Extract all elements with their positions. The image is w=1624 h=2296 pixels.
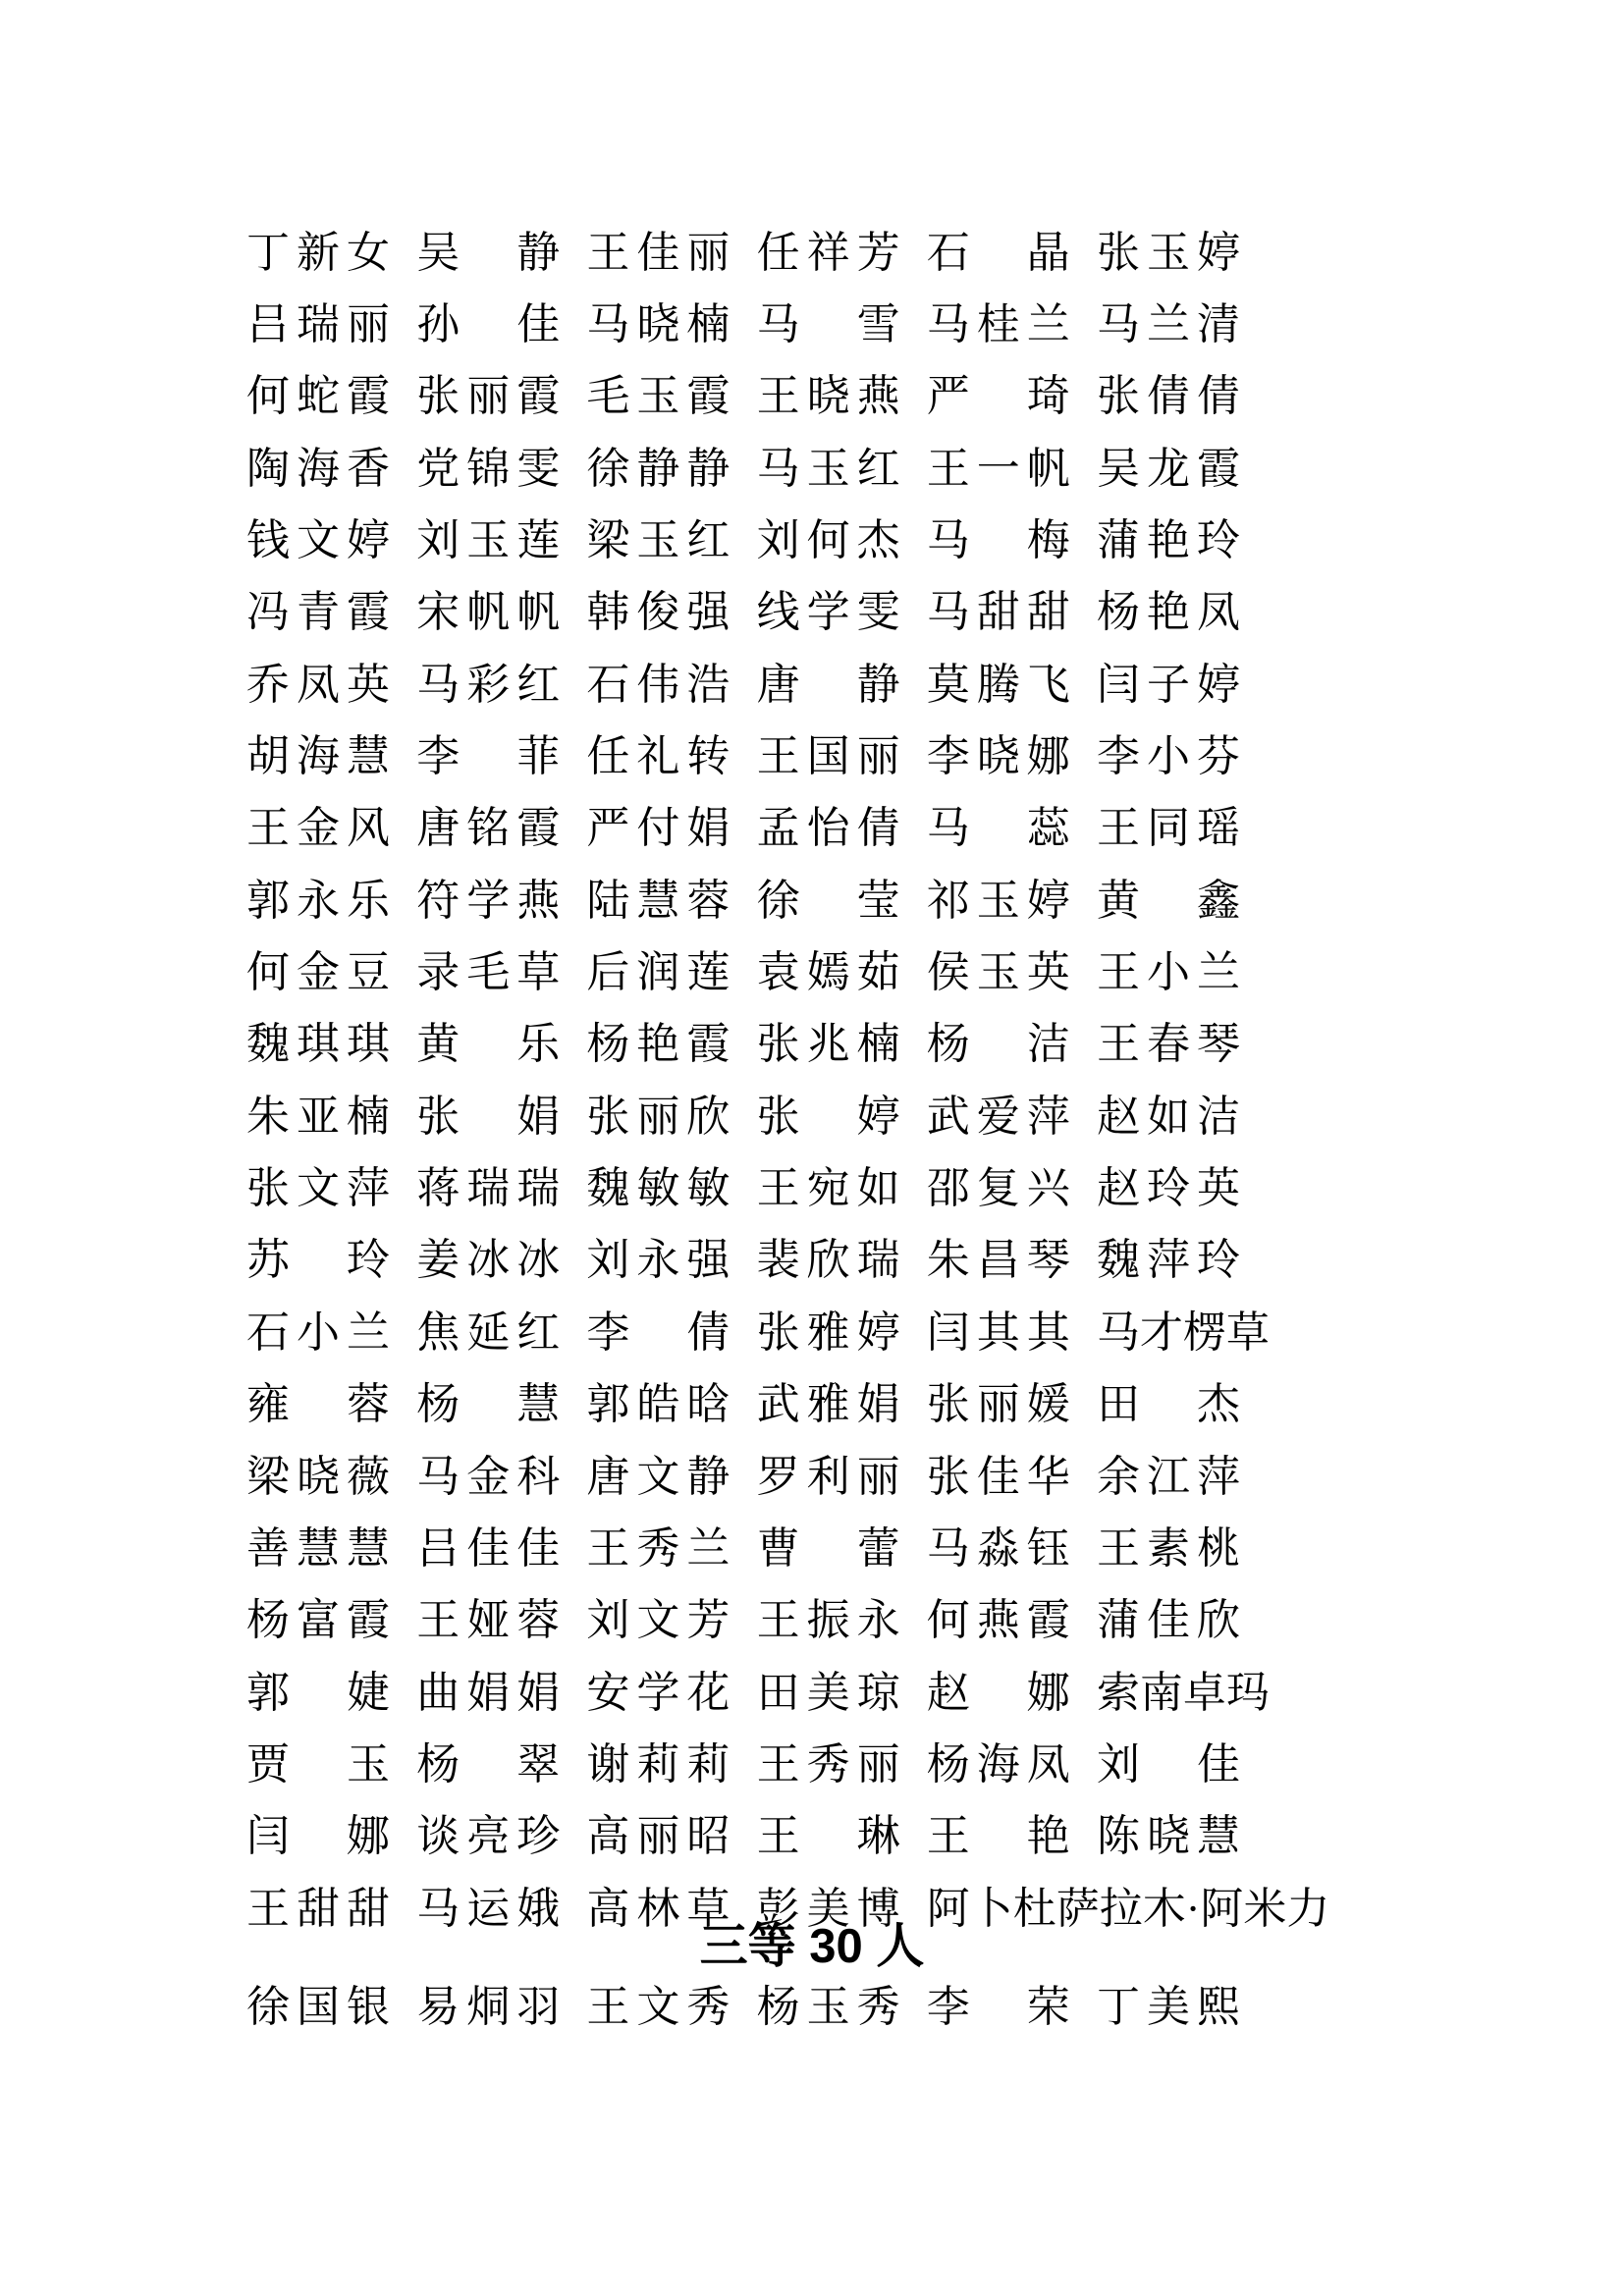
person-name: 符 学 燕: [416, 876, 561, 925]
person-name: 莫 腾 飞: [926, 660, 1070, 709]
person-name: 谢 莉 莉: [586, 1739, 731, 1789]
person-name: 党 锦 雯: [416, 444, 561, 493]
person-name: 丁 美 熙: [1096, 1982, 1240, 2031]
person-name: 闫 子 婷: [1096, 660, 1240, 709]
person-name: 钱 文 婷: [246, 516, 390, 565]
person-name: 张 丽 欣: [586, 1092, 731, 1141]
person-name: 裴 欣 瑞: [756, 1236, 900, 1285]
person-name: 袁 嫣 茹: [756, 948, 900, 997]
person-name: 胡 海 慧: [246, 732, 390, 781]
name-row: [246, 793, 1267, 865]
person-name: 乔 凤 英: [246, 660, 390, 709]
name-row: [246, 936, 1267, 1008]
person-name: 孟 怡 倩: [756, 804, 900, 853]
person-name: 王 艳: [926, 1812, 1070, 1861]
person-name: 黄 鑫: [1096, 876, 1240, 925]
person-name: 梁 晓 薇: [246, 1452, 390, 1501]
name-row: [246, 1152, 1267, 1224]
person-name: 罗 利 丽: [756, 1452, 900, 1501]
person-name: 杨 艳 霞: [586, 1020, 731, 1069]
person-name: 马 梅: [926, 516, 1070, 565]
person-name: 田 杰: [1096, 1380, 1240, 1429]
person-name: 张 雅 婷: [756, 1308, 900, 1357]
person-name: 索南卓玛: [1096, 1668, 1270, 1717]
person-name: 李 晓 娜: [926, 732, 1070, 781]
person-name: 孙 佳: [416, 300, 561, 349]
person-name: 王 振 永: [756, 1596, 900, 1645]
person-name: 石 伟 浩: [586, 660, 731, 709]
person-name: 张 倩 倩: [1096, 372, 1240, 421]
person-name: 刘 文 芳: [586, 1596, 731, 1645]
name-row: [246, 1297, 1270, 1368]
person-name: 魏 萍 玲: [1096, 1236, 1240, 1285]
person-name: 杨 慧: [416, 1380, 561, 1429]
person-name: 马 甜 甜: [926, 588, 1070, 637]
person-name: 马 雪: [756, 300, 900, 349]
person-name: 安 学 花: [586, 1668, 731, 1717]
person-name: 田 美 琼: [756, 1668, 900, 1717]
name-row: [246, 577, 1267, 649]
person-name: 张 玉 婷: [1096, 228, 1240, 277]
name-row: [246, 1225, 1267, 1297]
name-row: [246, 1081, 1267, 1152]
person-name: 李 小 芬: [1096, 732, 1240, 781]
names-grid-lower: [246, 1971, 1267, 2043]
person-name: 谈 亮 珍: [416, 1812, 561, 1861]
person-name: 毛 玉 霞: [586, 372, 731, 421]
person-name: 朱 昌 琴: [926, 1236, 1070, 1285]
person-name: 蒋 瑞 瑞: [416, 1164, 561, 1213]
person-name: 王 素 桃: [1096, 1523, 1240, 1573]
person-name: 任 祥 芳: [756, 228, 900, 277]
person-name: 后 润 莲: [586, 948, 731, 997]
name-row: [246, 1657, 1270, 1729]
person-name: 王 琳: [756, 1812, 900, 1861]
person-name: 杨 翠: [416, 1739, 561, 1789]
person-name: 刘 何 杰: [756, 516, 900, 565]
name-row: [246, 1971, 1267, 2043]
person-name: 杨 洁: [926, 1020, 1070, 1069]
person-name: 焦 延 红: [416, 1308, 561, 1357]
person-name: 梁 玉 红: [586, 516, 731, 565]
person-name: 陈 晓 慧: [1096, 1812, 1240, 1861]
person-name: 王 甜 甜: [246, 1884, 390, 1933]
person-name: 徐 静 静: [586, 444, 731, 493]
person-name: 王 金 风: [246, 804, 390, 853]
person-name: 严 琦: [926, 372, 1070, 421]
person-name: 线 学 雯: [756, 588, 900, 637]
person-name: 王 秀 兰: [586, 1523, 731, 1573]
person-name: 黄 乐: [416, 1020, 561, 1069]
person-name: 马才楞草: [1096, 1308, 1270, 1357]
person-name: 马 淼 钰: [926, 1523, 1070, 1573]
name-row: [246, 289, 1267, 360]
person-name: 马 蕊: [926, 804, 1070, 853]
person-name: 雍 蓉: [246, 1380, 390, 1429]
person-name: 祁 玉 婷: [926, 876, 1070, 925]
person-name: 何 燕 霞: [926, 1596, 1070, 1645]
person-name: 石 晶: [926, 228, 1070, 277]
person-name: 刘 佳: [1096, 1739, 1240, 1789]
name-row: [246, 1369, 1267, 1441]
name-row: [246, 649, 1267, 721]
person-name: 蒲 佳 欣: [1096, 1596, 1240, 1645]
person-name: 宋 帆 帆: [416, 588, 561, 637]
person-name: 陶 海 香: [246, 444, 390, 493]
person-name: 杨 富 霞: [246, 1596, 390, 1645]
person-name: 张 丽 媛: [926, 1380, 1070, 1429]
person-name: 陆 慧 蓉: [586, 876, 731, 925]
person-name: 朱 亚 楠: [246, 1092, 390, 1141]
person-name: 王 文 秀: [586, 1982, 731, 2031]
name-row: [246, 1441, 1267, 1513]
person-name: 吕 佳 佳: [416, 1523, 561, 1573]
person-name: 彭 美 博: [756, 1884, 900, 1933]
section-heading-third-class: 三等 30 人: [699, 1920, 925, 1973]
person-name: 余 江 萍: [1096, 1452, 1240, 1501]
person-name: 王 小 兰: [1096, 948, 1240, 997]
person-name: 王 春 琴: [1096, 1020, 1240, 1069]
person-name: 冯 青 霞: [246, 588, 390, 637]
person-name: 马 彩 红: [416, 660, 561, 709]
person-name: 唐 文 静: [586, 1452, 731, 1501]
person-name: 武 雅 娟: [756, 1380, 900, 1429]
person-name: 赵 娜: [926, 1668, 1070, 1717]
person-name: 邵 复 兴: [926, 1164, 1070, 1213]
person-name: 唐 静: [756, 660, 900, 709]
person-name: 侯 玉 英: [926, 948, 1070, 997]
person-name: 王 佳 丽: [586, 228, 731, 277]
person-name: 张 佳 华: [926, 1452, 1070, 1501]
person-name: 徐 国 银: [246, 1982, 390, 2031]
name-row: [246, 1801, 1267, 1873]
person-name: 吴 静: [416, 228, 561, 277]
person-name: 善 慧 慧: [246, 1523, 390, 1573]
person-name: 录 毛 草: [416, 948, 561, 997]
person-name: 杨 艳 凤: [1096, 588, 1240, 637]
person-name: 王 宛 如: [756, 1164, 900, 1213]
person-name: 任 礼 转: [586, 732, 731, 781]
person-name: 闫 娜: [246, 1812, 390, 1861]
person-name: 吴 龙 霞: [1096, 444, 1240, 493]
person-name: 马 晓 楠: [586, 300, 731, 349]
person-name: 刘 玉 莲: [416, 516, 561, 565]
name-row: [246, 217, 1267, 289]
name-row: [246, 1585, 1267, 1657]
name-row: [246, 361, 1267, 433]
person-name: 郭 永 乐: [246, 876, 390, 925]
name-row: [246, 865, 1267, 936]
person-name: 王 国 丽: [756, 732, 900, 781]
person-name: 魏 敏 敏: [586, 1164, 731, 1213]
person-name: 高 丽 昭: [586, 1812, 731, 1861]
person-name: 张 兆 楠: [756, 1020, 900, 1069]
person-name: 徐 莹: [756, 876, 900, 925]
person-name: 武 爱 萍: [926, 1092, 1070, 1141]
person-name: 姜 冰 冰: [416, 1236, 561, 1285]
names-grid-upper: [246, 217, 1330, 1945]
person-name: 王 一 帆: [926, 444, 1070, 493]
person-name: 闫 其 其: [926, 1308, 1070, 1357]
name-row: [246, 721, 1267, 792]
person-name: 张 文 萍: [246, 1164, 390, 1213]
person-name: 杨 玉 秀: [756, 1982, 900, 2031]
person-name: 张 丽 霞: [416, 372, 561, 421]
person-name: 马 玉 红: [756, 444, 900, 493]
person-name: 高 林 草: [586, 1884, 731, 1933]
person-name: 易 烔 羽: [416, 1982, 561, 2031]
person-name: 马 桂 兰: [926, 300, 1070, 349]
person-name: 蒲 艳 玲: [1096, 516, 1240, 565]
person-name: 李 菲: [416, 732, 561, 781]
person-name: 曲 娟 娟: [416, 1668, 561, 1717]
person-name: 刘 永 强: [586, 1236, 731, 1285]
person-name: 郭 婕: [246, 1668, 390, 1717]
name-row: [246, 433, 1267, 505]
person-name: 何 金 豆: [246, 948, 390, 997]
person-name: 张 娟: [416, 1092, 561, 1141]
person-name: 马 兰 清: [1096, 300, 1240, 349]
person-name: 赵 如 洁: [1096, 1092, 1240, 1141]
name-row: [246, 1009, 1267, 1081]
person-name: 石 小 兰: [246, 1308, 390, 1357]
person-name: 何 蛇 霞: [246, 372, 390, 421]
person-name: 王 晓 燕: [756, 372, 900, 421]
person-name: 李 倩: [586, 1308, 731, 1357]
person-name: 吕 瑞 丽: [246, 300, 390, 349]
person-name: 张 婷: [756, 1092, 900, 1141]
person-name: 郭 皓 晗: [586, 1380, 731, 1429]
person-name: 魏 琪 琪: [246, 1020, 390, 1069]
person-name: 曹 蕾: [756, 1523, 900, 1573]
person-name: 马 运 娥: [416, 1884, 561, 1933]
person-name: 苏 玲: [246, 1236, 390, 1285]
person-name: 李 荣: [926, 1982, 1070, 2031]
person-name: 丁 新 女: [246, 228, 390, 277]
person-name: 严 付 娟: [586, 804, 731, 853]
person-name: 韩 俊 强: [586, 588, 731, 637]
person-name: 王 秀 丽: [756, 1739, 900, 1789]
person-name: 阿卜杜萨拉木·阿米力: [926, 1884, 1330, 1933]
person-name: 马 金 科: [416, 1452, 561, 1501]
name-row: [246, 1513, 1267, 1584]
person-name: 赵 玲 英: [1096, 1164, 1240, 1213]
person-name: 唐 铭 霞: [416, 804, 561, 853]
person-name: 王 同 瑶: [1096, 804, 1240, 853]
person-name: 王 娅 蓉: [416, 1596, 561, 1645]
person-name: 杨 海 凤: [926, 1739, 1070, 1789]
name-row: [246, 505, 1267, 576]
name-row: [246, 1729, 1267, 1800]
person-name: 贾 玉: [246, 1739, 390, 1789]
